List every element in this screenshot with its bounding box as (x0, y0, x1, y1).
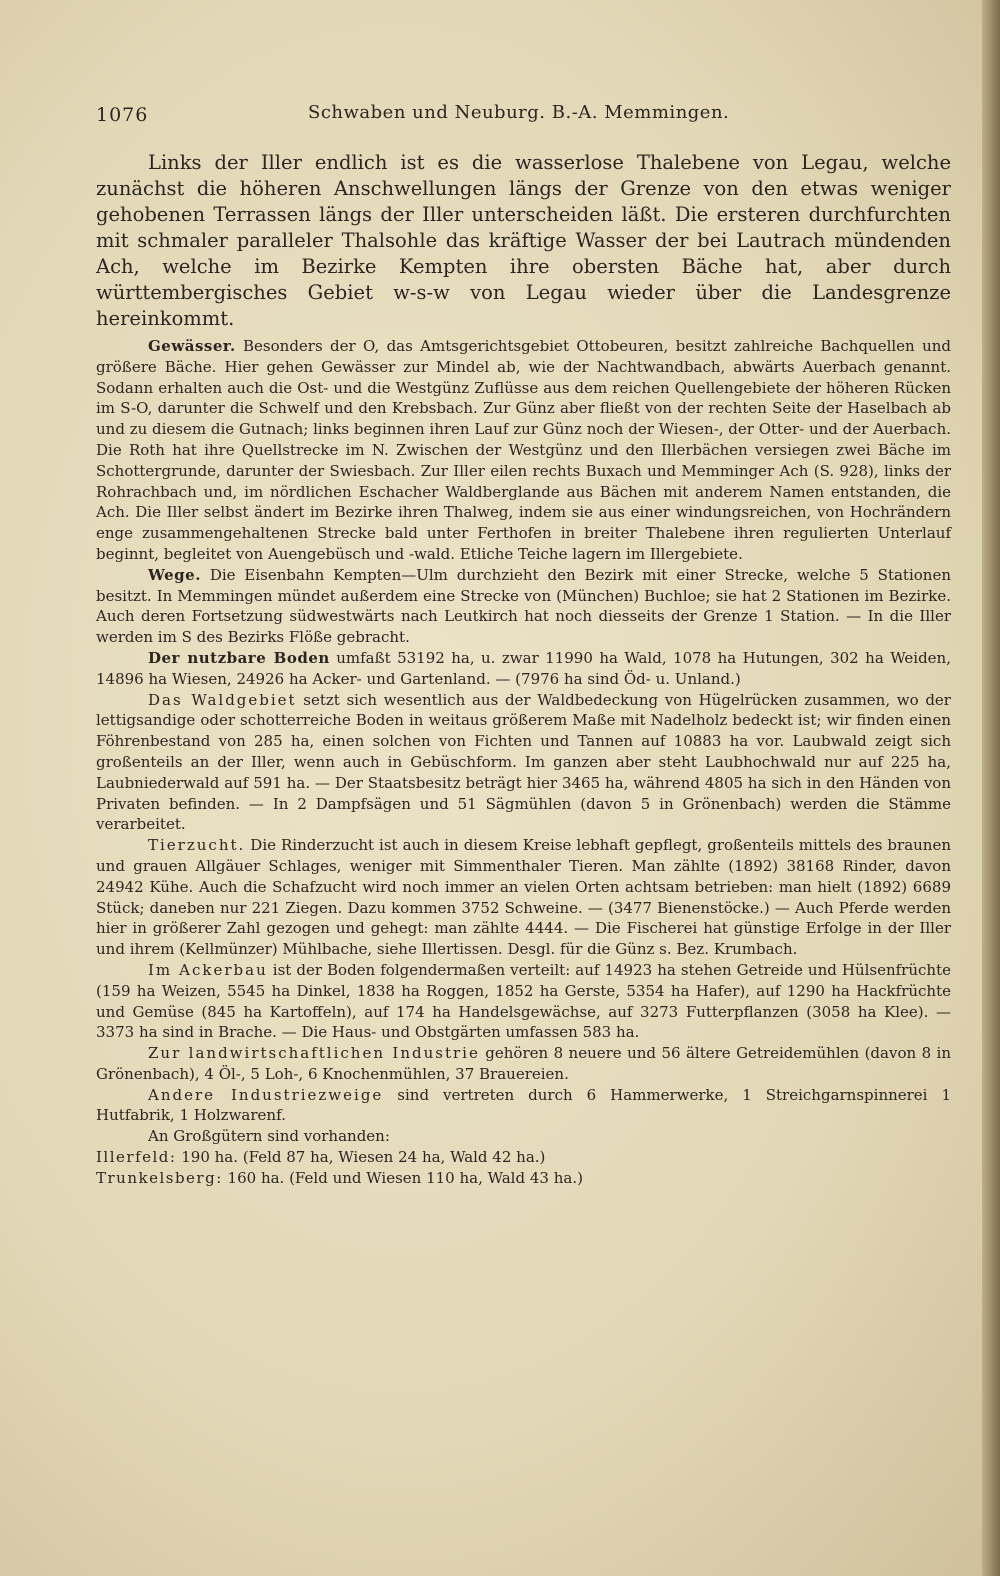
section-heading: Tierzucht. (148, 836, 246, 855)
section-text: ist der Boden folgendermaßen verteilt: auf 14923 ha stehen Getreide und Hülsenfrüchte (159 ha Weizen, 5545 ha Dinkel, 1838 ha Roggen, 1852 ha Gerste, 5354 ha Hafer), auf 1290 ha Hackfrüchte und Gemüse (845 ha Kartoffeln), auf 174 ha Handelsgewächse, auf 3273 Futterpflanzen (3058 ha Klee). — 3373 ha sind in Brache. — Die Haus- und Obstgärten umfassen 583 ha. (96, 960, 951, 1042)
running-head: Schwaben und Neuburg. B.-A. Memmingen. (308, 102, 730, 123)
section-heading: Wege. (148, 565, 201, 584)
section-text: setzt sich wesentlich aus der Waldbedeckung von Hügelrücken zusammen, wo der lettigsandige oder schotterreiche Boden in weitaus größerem Maße mit Nadelholz bedeckt ist; wir finden einen Föhrenbestand von 285 ha, einen solchen von Fichten und Tannen auf 10883 ha vor. Laubwald zeigt sich großenteils an der Iller, wenn auch in Gebüschform. Im ganzen aber steht Laubhochwald nur auf 225 ha, Laubniederwald auf 591 ha. — Der Staatsbesitz beträgt hier 3465 ha, während 4805 ha sich in den Händen von Privaten befinden. — In 2 Dampfsägen und 51 Sägmühlen (davon 5 in Grönenbach) werden die Stämme verarbeitet. (96, 690, 951, 834)
section-text: gehören 8 neuere und 56 ältere Getreidemühlen (davon 8 in Grönenbach), 4 Öl-, 5 Loh-, 6 Knochenmühlen, 37 Brauereien. (96, 1044, 951, 1083)
section-heading: Gewässer. (148, 337, 236, 355)
section-text: Die Rinderzucht ist auch in diesem Kreise lebhaft gepflegt, großenteils mittels des braunen und grauen Allgäuer Schlages, weniger mit Simmenthaler Tieren. Man zählte (1892) 38168 Rinder, davon 24942 Kühe. Auch die Schafzucht wird noch immer an vielen Orten achtsam betrieben: man hielt (1892) 6689 Stück; daneben nur 221 Ziegen. Dazu kommen 3752 Schweine. — (3477 Bienenstöcke.) — Auch Pferde werden hier in größerer Zahl gezogen und gehegt: man zählte 4444. — Die Fischerei hat günstige Erfolge in der Iller und ihrem (Kellmünzer) Mühlbache, siehe Illertissen. Desgl. für die Günz s. Bez. Krumbach. (96, 836, 951, 959)
estate-line (96, 1168, 951, 1189)
section-text: An Großgütern sind vorhanden: (148, 1127, 390, 1146)
estate-detail: 190 ha. (Feld 87 ha, Wiesen 24 ha, Wald 42 ha.) (181, 1148, 546, 1167)
section-wege (96, 565, 951, 648)
section-heading: Andere Industriezweige (148, 1085, 384, 1104)
section-heading: Der nutzbare Boden (148, 648, 330, 667)
page-number: 1076 (96, 104, 149, 126)
estate-detail: 160 ha. (Feld und Wiesen 110 ha, Wald 43 ha.) (227, 1169, 583, 1188)
section-landw-industrie (96, 1043, 951, 1085)
section-text: Die Eisenbahn Kempten—Ulm durchzieht den Bezirk mit einer Strecke, welche 5 Stationen besitzt. In Memmingen mündet außerdem eine Strecke von (München) Buchloe; sie hat 2 Stationen im Bezirke. Auch deren Fortsetzung südwestwärts nach Leutkirch hat noch diesseits der Grenze 1 Station. — In die Iller werden im S des Bezirks Flöße gebracht. (96, 565, 951, 647)
section-heading: Das Waldgebiet (148, 690, 297, 709)
page-edge (982, 0, 1000, 1576)
section-heading: Im Ackerbau (148, 960, 268, 979)
page-header (96, 100, 936, 130)
section-text: sind vertreten durch 6 Hammerwerke, 1 Streichgarnspinnerei 1 Hutfabrik, 1 Holzwarenf. (96, 1085, 951, 1125)
estate-name: Illerfeld: (96, 1148, 177, 1167)
estate-name: Trunkelsberg: (96, 1169, 223, 1188)
section-boden (96, 648, 951, 690)
section-grossgueter-intro (96, 1126, 951, 1147)
section-waldgebiet (96, 690, 951, 836)
lead-paragraph: Links der Iller endlich ist es die wasserlose Thalebene von Legau, welche zunächst die höheren Anschwellungen längs der Grenze von den etwas weniger gehobenen Terrassen längs der Iller unterscheiden läßt. Die ersteren durchfurchten mit schmaler paralleler Thalsohle das kräftige Wasser der bei Lautrach mündenden Ach, welche im Bezirke Kempten ihre obersten Bäche hat, aber durch württembergisches Gebiet w-s-w von Legau wieder über die Landesgrenze hereinkommt. (96, 151, 951, 330)
estate-line (96, 1147, 951, 1168)
section-industriezweige (96, 1085, 951, 1127)
section-gewaesser (96, 336, 951, 565)
section-ackerbau (96, 960, 951, 1043)
section-tierzucht (96, 835, 951, 960)
section-text: umfaßt 53192 ha, u. zwar 11990 ha Wald, 1078 ha Hutungen, 302 ha Weiden, 14896 ha Wiesen, 24926 ha Acker- und Gartenland. — (7976 ha sind Öd- u. Unland.) (96, 648, 951, 688)
section-text: Besonders der O, das Amtsgerichtsgebiet Ottobeuren, besitzt zahlreiche Bachquellen und größere Bäche. Hier gehen Gewässer zur Mindel ab, wie der Nachtwandbach, abwärts Auerbach genannt. Sodann erhalten auch die Ost- und die Westgünz Zuflüsse aus dem reichen Quellengebiete der höheren Rücken im S-O, darunter die Schwelf und den Krebsbach. Zur Günz aber fließt von der rechten Seite der Haselbach ab und zu diesem die Gutnach; links beginnen ihren Lauf zur Günz noch der Wiesen-, der Otter- und der Auerbach. Die Roth hat ihre Quellstrecke im N. Zwischen der Westgünz und den Illerbächen versiegen zwei Bäche im Schottergrunde, darunter der Swiesbach. Zur Iller eilen rechts Buxach und Memminger Ach (S. 928), links der Rohrachbach und, im nördlichen Eschacher Waldberglande aus Bächen mit anderem Namen entstanden, die Ach. Die Iller selbst ändert im Bezirke ihren Thalweg, indem sie aus einer windungsreichen, von Hochrändern enge zusammengehaltenen Strecke bald unter Ferthofen in breiter Thalebene ihren regulierten Unterlauf beginnt, begleitet von Auengebüsch und -wald. Etliche Teiche lagern im Illergebiete. (96, 337, 951, 563)
section-heading: Zur landwirtschaftlichen Industrie (148, 1044, 480, 1063)
page-body (96, 150, 951, 1189)
